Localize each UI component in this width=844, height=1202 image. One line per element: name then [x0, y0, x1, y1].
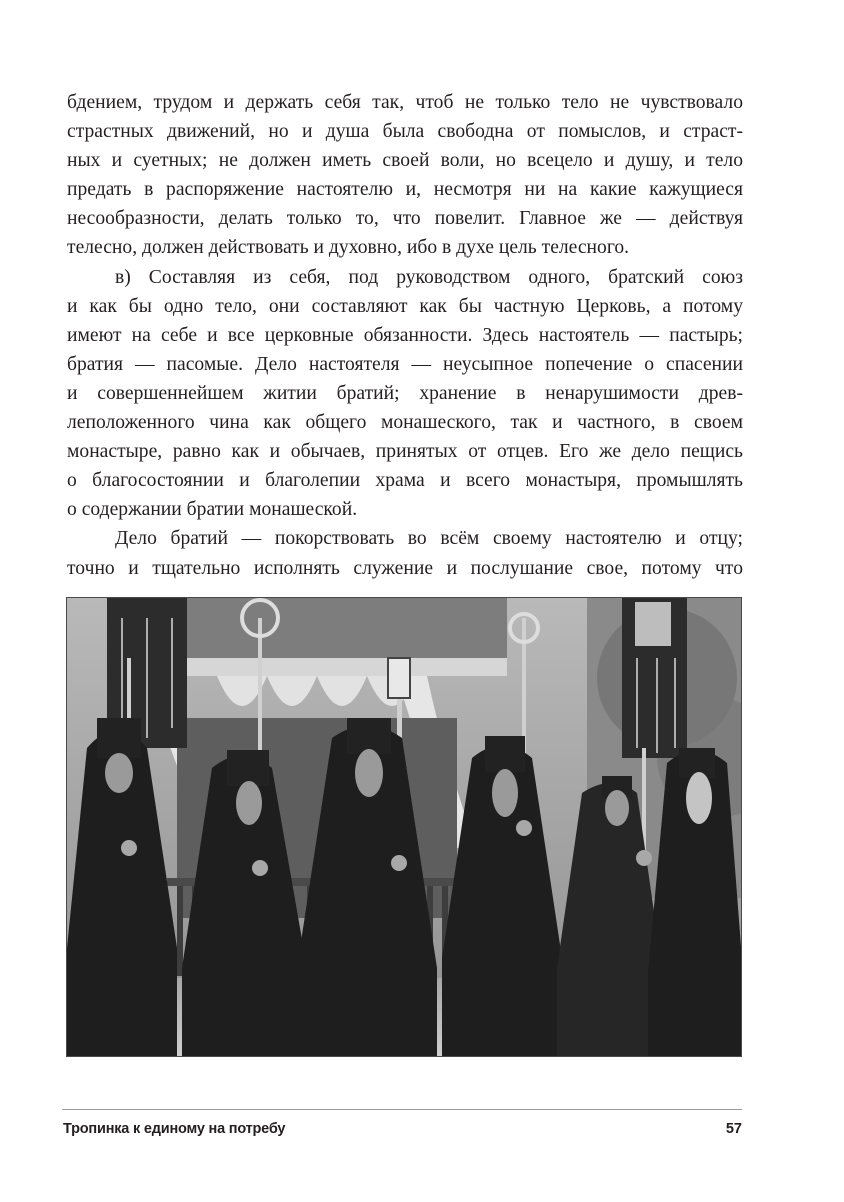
- text-line-content: страстных движений, но и душа была свободна от помыслов, и страст-: [67, 121, 743, 143]
- text-line: [67, 350, 743, 379]
- text-line: [67, 495, 743, 524]
- text-line-content: монастыре, равно как и обычаев, принятых от отцев. Его же дело пещись: [67, 441, 743, 463]
- text-line-content: в) Составляя из себя, под руководством одного, братский союз: [115, 266, 743, 288]
- text-line: [67, 466, 743, 495]
- text-line: [67, 321, 743, 350]
- text-line-content: ных и суетных; не должен иметь своей воли, но всецело и душу, и тело: [67, 150, 743, 172]
- text-line: [67, 88, 743, 117]
- text-line: [67, 437, 743, 466]
- page-number: 57: [725, 1121, 742, 1137]
- text-line: [67, 379, 743, 408]
- text-line: [67, 204, 743, 233]
- paragraph-1: [67, 88, 743, 263]
- text-line: [67, 408, 743, 437]
- text-line: [67, 233, 743, 262]
- text-line-content: несообразности, делать только то, что повелит. Главное же — действуя: [67, 208, 743, 230]
- text-line: [67, 175, 743, 204]
- text-line: [67, 146, 743, 175]
- text-line-content: леположенного чина как общего монашеского, так и частного, в своем: [67, 412, 743, 434]
- text-line: [67, 292, 743, 321]
- text-line-content: точно и тщательно исполнять служение и послушание свое, потому что: [67, 557, 743, 579]
- text-line-content: телесно, должен действовать и духовно, ибо в духе цель телесного.: [67, 237, 630, 259]
- text-line-content: Дело братий — покорствовать во всём своему настоятелю и отцу;: [115, 528, 743, 550]
- paragraph-3: [67, 524, 743, 582]
- paragraph-2: [67, 263, 743, 525]
- text-line-content: и как бы одно тело, они составляют как бы частную Церковь, а потому: [67, 295, 743, 317]
- footer-divider: [62, 1109, 742, 1110]
- text-line-content: о благосостоянии и благолепии храма и всего монастыря, промышлять: [67, 470, 743, 492]
- text-line: [67, 117, 743, 146]
- text-line: [67, 524, 743, 553]
- running-footer-title: Тропинка к единому на потребу: [63, 1121, 286, 1137]
- text-line-content: о содержании братии монашеской.: [67, 499, 358, 521]
- text-line: [67, 554, 743, 583]
- photo-illustration: [67, 598, 742, 1057]
- text-line-content: и совершеннейшем житии братий; хранение в ненарушимости древ-: [67, 382, 743, 404]
- text-line-content: имеют на себе и все церковные обязанности. Здесь настоятель — пастырь;: [67, 324, 743, 346]
- text-line-content: братия — пасомые. Дело настоятеля — неусыпное попечение о спасении: [67, 353, 743, 375]
- monks-procession-photo: [66, 597, 742, 1057]
- text-line-content: предать в распоряжение настоятелю и, несмотря ни на какие кажущиеся: [67, 179, 743, 201]
- text-line: [67, 263, 743, 292]
- text-line-content: бдением, трудом и держать себя так, чтоб не только тело не чувствовало: [67, 92, 743, 113]
- body-text: [67, 88, 743, 583]
